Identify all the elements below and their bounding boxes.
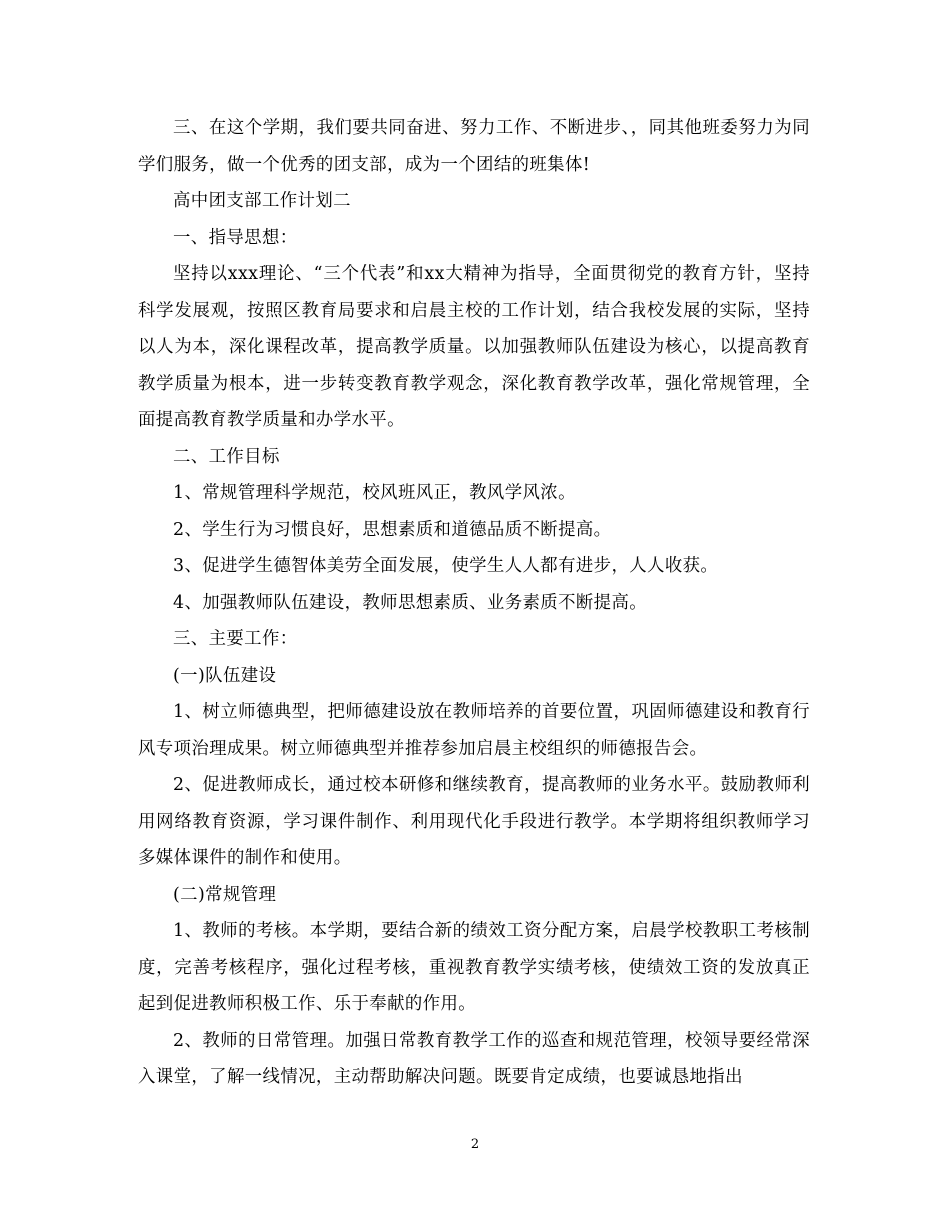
paragraph-plan-two-title: 高中团支部工作计划二: [173, 191, 351, 211]
paragraph-goal-1: 1、常规管理科学规范，校风班风正，教风学风浓。: [173, 483, 576, 503]
paragraph-section-three-goal: 三、在这个学期，我们要共同奋进、努力工作、不断进步、，同其他班委努力为同学们服务，做一个优秀的团支部，成为一个团结的班集体!: [138, 118, 810, 175]
page-number: 2: [470, 1137, 480, 1152]
paragraph-goal-4: 4、加强教师队伍建设，教师思想素质、业务素质不断提高。: [173, 592, 648, 613]
paragraph-team-building-2: 2、促进教师成长，通过校本研修和继续教育，提高教师的业务水平。鼓励教师利用网络教育资源，学习课件制作、利用现代化手段进行教学。本学期将组织教师学习多媒体课件的制作和使用。: [138, 775, 810, 868]
paragraph-team-building-1: 1、树立师德典型，把师德建设放在教师培养的首要位置，巩固师德建设和教育行风专项治理成果。树立师德典型并推荐参加启晨主校组织的师德报告会。: [138, 702, 810, 759]
paragraph-guiding-thought-heading: 一、指导思想：: [173, 227, 298, 248]
paragraph-team-building-heading: (一)队伍建设: [173, 665, 277, 686]
paragraph-guiding-thought-body: 坚持以xxx理论、“三个代表”和xx大精神为指导，全面贯彻党的教育方针，坚持科学发展观，按照区教育局要求和启晨主校的工作计划，结合我校发展的实际，坚持以人为本，深化课程改革，提高教学质量。以加强教师队伍建设为核心，以提高教育教学质量为根本，进一步转变教育教学观念，深化教育教学改革，强化常规管理，全面提高教育教学质量和办学水平。: [138, 264, 810, 430]
paragraph-routine-management-1: 1、教师的考核。本学期，要结合新的绩效工资分配方案，启晨学校教职工考核制度，完善考核程序，强化过程考核，重视教育教学实绩考核，使绩效工资的发放真正起到促进教师积极工作、乐于奉献的作用。: [138, 921, 810, 1014]
paragraph-work-goals-heading: 二、工作目标: [173, 446, 280, 467]
paragraph-routine-management-2: 2、教师的日常管理。加强日常教育教学工作的巡查和规范管理，校领导要经常深入课堂，了解一线情况，主动帮助解决问题。既要肯定成绩，也要诚恳地指出: [138, 1030, 810, 1087]
paragraph-routine-management-heading: (二)常规管理: [173, 884, 277, 905]
document-body: [138, 110, 810, 1096]
paragraph-goal-3: 3、促进学生德智体美劳全面发展，使学生人人都有进步，人人收获。: [173, 556, 719, 576]
paragraph-main-work-heading: 三、主要工作：: [173, 629, 298, 649]
paragraph-goal-2: 2、学生行为习惯良好，思想素质和道德品质不断提高。: [173, 519, 612, 540]
